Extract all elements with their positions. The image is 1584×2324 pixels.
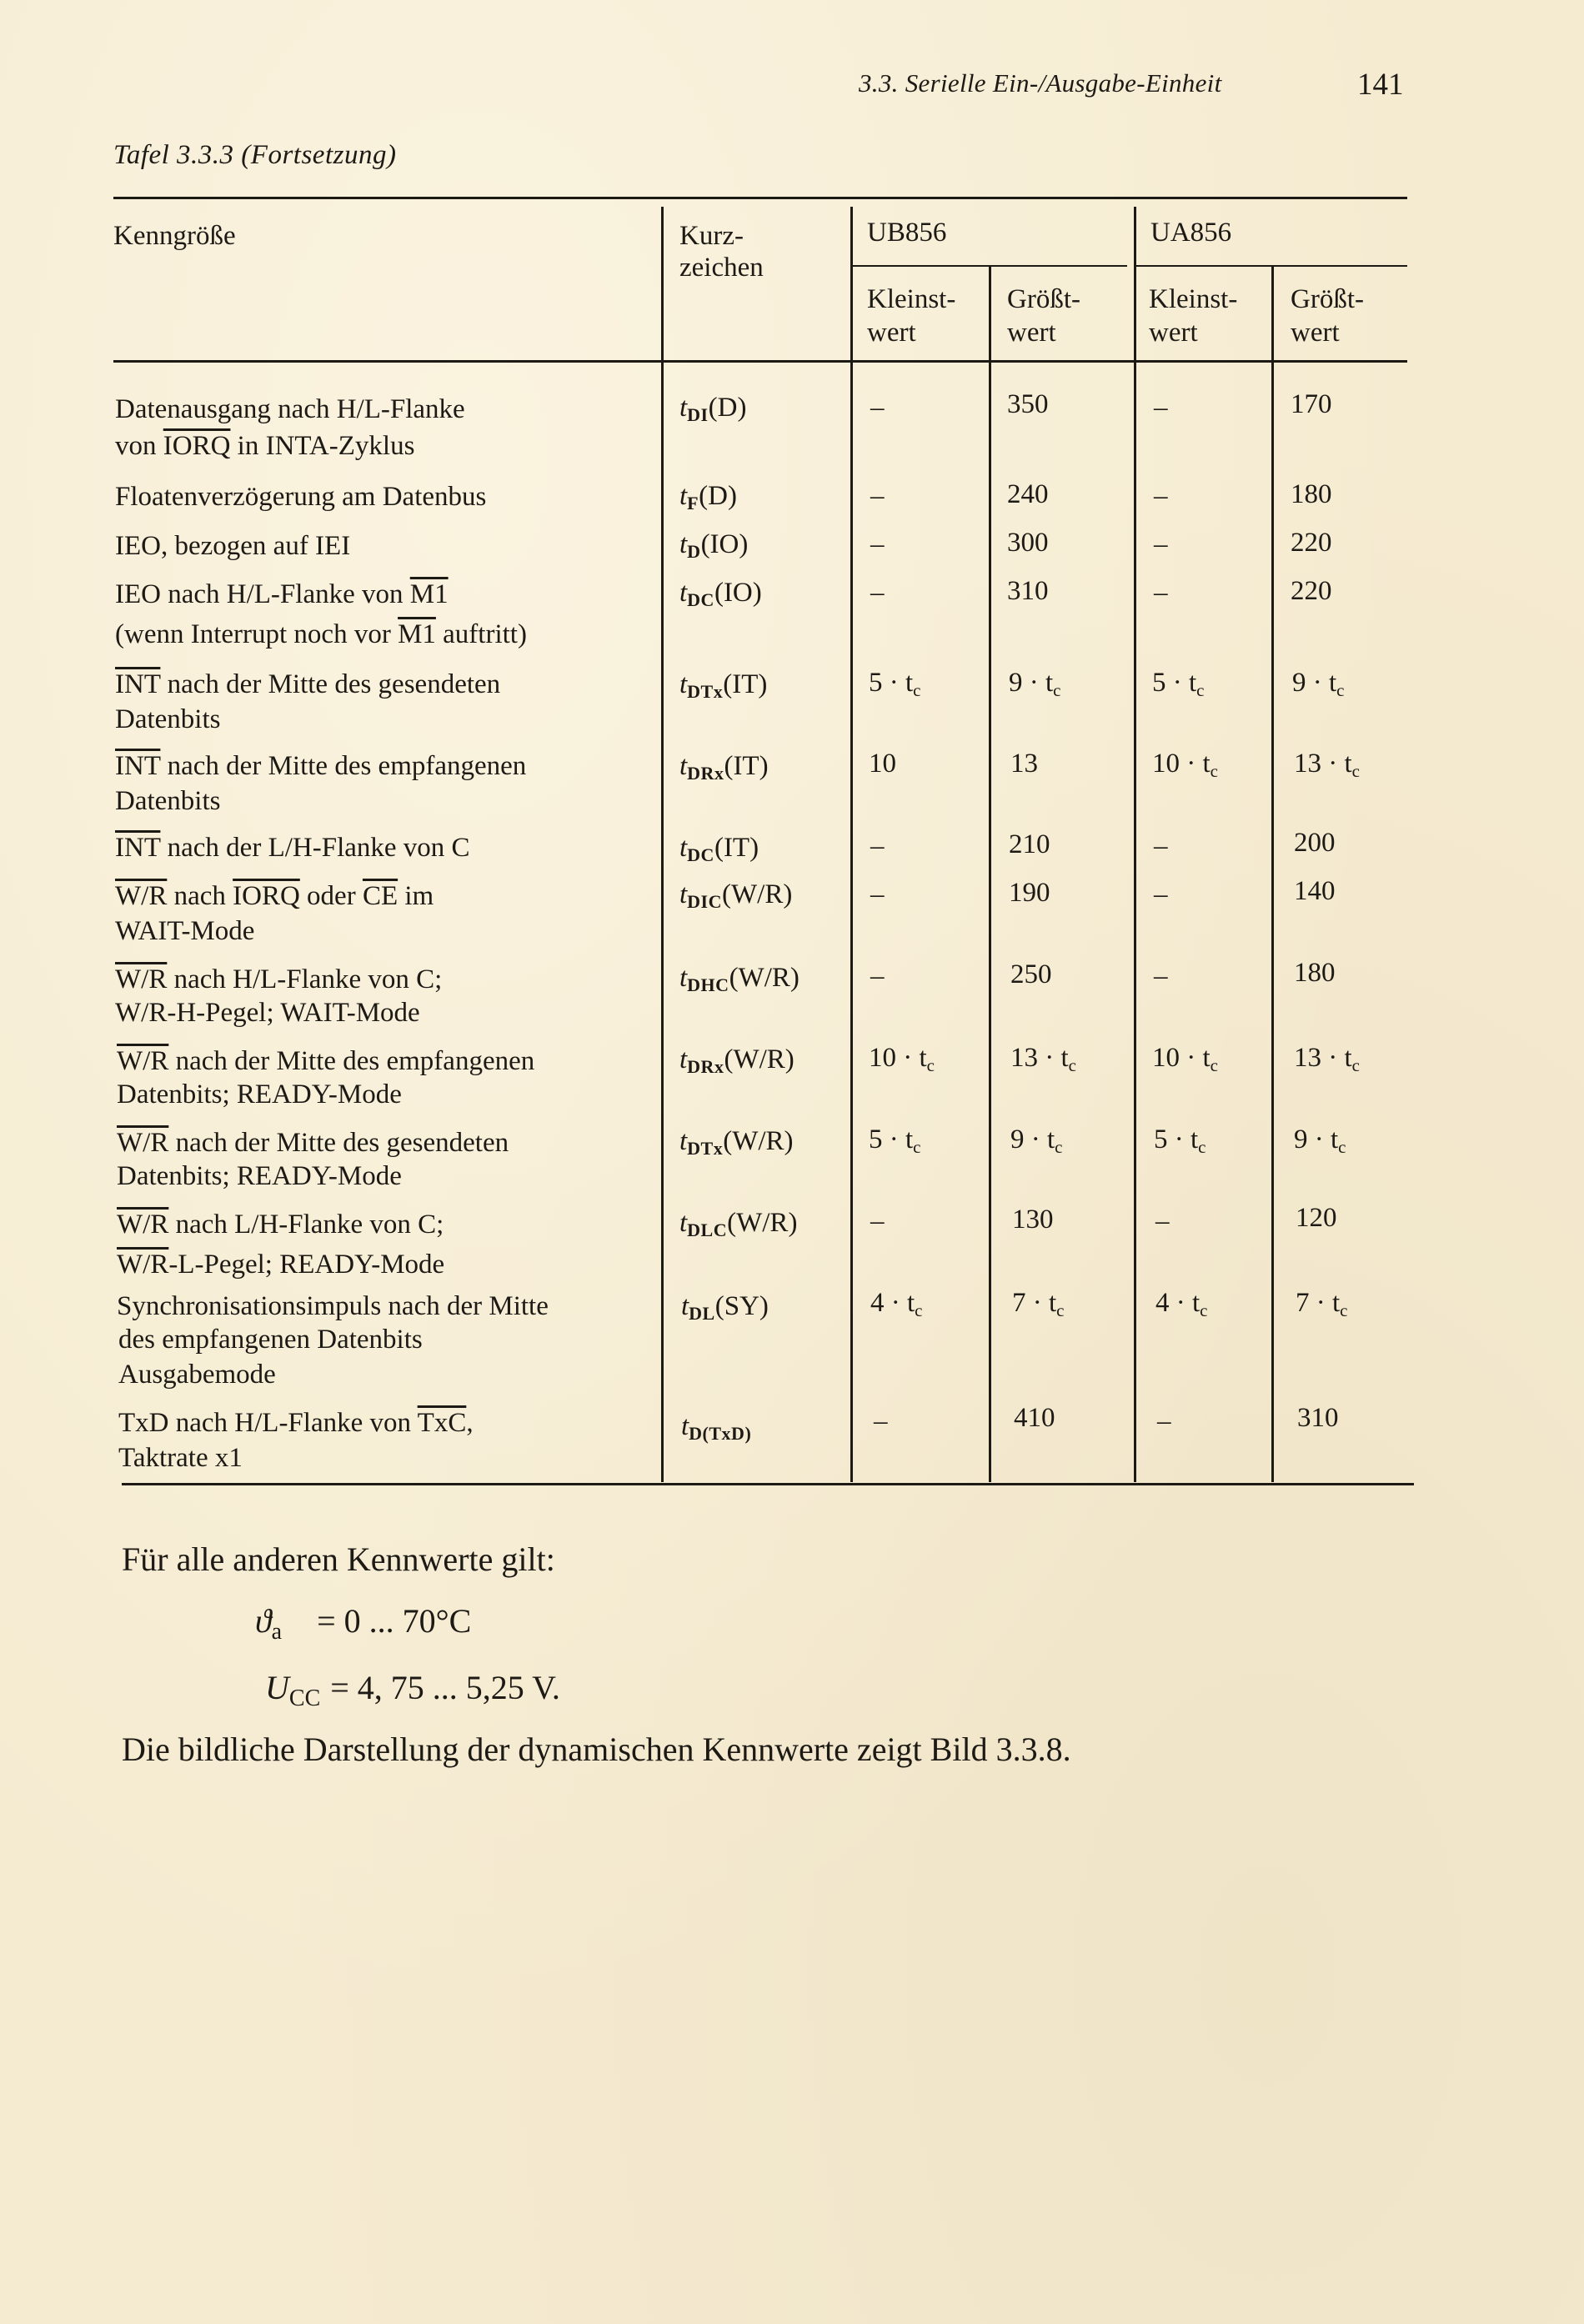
ub856-min: $10 \cdot t_c$	[869, 1043, 935, 1075]
symbol: $t_{DTx}(W/R)$	[679, 1126, 794, 1159]
param-line: W/R nach IORQ oder $\overline{CE}$ im	[115, 881, 434, 911]
param-line: des empfangenen Datenbits	[118, 1325, 423, 1355]
ub856-min: –	[870, 481, 885, 511]
symbol: $t_F(D)$	[679, 481, 737, 513]
col-divider-ub-max	[989, 265, 991, 1482]
header-symbol-line1: Kurz-	[679, 221, 744, 251]
param-line: Datenausgang nach H/L-Flanke	[115, 394, 465, 424]
header-ua-max-line1: Größt-	[1291, 284, 1364, 314]
table-bottom-rule	[122, 1483, 1414, 1485]
param-line: IEO nach H/L-Flanke von M1	[115, 579, 449, 609]
param-line: TxD nach H/L-Flanke von $\overline{TxC}$,	[118, 1408, 474, 1438]
header-ub-max-line2: wert	[1007, 318, 1056, 348]
col-divider-ub	[850, 207, 853, 1482]
header-symbol-line2: zeichen	[679, 253, 764, 283]
param-line: $\overline{INT}$ nach der Mitte des gesendeten	[115, 669, 501, 699]
col-divider-ua-max	[1271, 265, 1274, 1482]
ua856-min: $5 \cdot t_c$	[1152, 668, 1205, 700]
ub856-min: –	[870, 961, 885, 991]
ub856-max: 250	[1010, 959, 1052, 989]
param-line: von IORQ in INTA-Zyklus	[115, 431, 415, 461]
ua856-min: –	[1155, 1206, 1170, 1236]
symbol: $t_{DLC}(W/R)$	[679, 1208, 798, 1240]
param-line: $\overline{INT}$ nach der Mitte des empfangenen	[115, 751, 527, 781]
ub856-max: 350	[1007, 389, 1049, 419]
ua856-min: –	[1154, 831, 1168, 861]
ua856-max: 120	[1296, 1203, 1337, 1233]
ub856-max: $9 \cdot t_c$	[1009, 668, 1061, 700]
symbol: $t_{DHC}(W/R)$	[679, 963, 800, 995]
ua856-max: $13 \cdot t_c$	[1294, 1043, 1360, 1075]
ub856-min: –	[870, 879, 885, 909]
ua856-max: 220	[1291, 576, 1332, 606]
ub856-max: $9 \cdot t_c$	[1010, 1124, 1063, 1157]
ua856-min: –	[1154, 578, 1168, 608]
closing-sentence: Die bildliche Darstellung der dynamischen Kennwerte zeigt Bild 3.3.8.	[122, 1730, 1071, 1768]
param-line: Datenbits	[115, 786, 221, 816]
ua856-min: –	[1154, 529, 1168, 559]
symbol: $t_{DRx}(IT)$	[679, 751, 769, 784]
table-caption: Tafel 3.3.3 (Fortsetzung)	[113, 140, 397, 170]
header-ub-min-line2: wert	[867, 318, 916, 348]
ub856-max: 130	[1012, 1205, 1054, 1235]
ua856-min: –	[1154, 481, 1168, 511]
header-param: Kenngröße	[113, 221, 236, 251]
ua856-max: 180	[1294, 958, 1336, 988]
page-number: 141	[1357, 68, 1404, 102]
param-line: Datenbits; READY-Mode	[117, 1079, 402, 1109]
running-head: 3.3. Serielle Ein-/Ausgabe-Einheit	[859, 68, 1222, 98]
ua856-max: $9 \cdot t_c$	[1294, 1124, 1346, 1157]
symbol: $t_{DIC}(W/R)$	[679, 879, 793, 912]
param-line: Taktrate x1	[118, 1443, 243, 1473]
param-line: W/R-H-Pegel; WAIT-Mode	[115, 998, 420, 1028]
col-divider-ua	[1134, 207, 1136, 1482]
notes-intro: Für alle anderen Kennwerte gilt:	[122, 1540, 555, 1578]
param-line: (wenn Interrupt noch vor M1 auftritt)	[115, 619, 527, 649]
symbol: $t_{DRx}(W/R)$	[679, 1044, 795, 1077]
param-line: Datenbits; READY-Mode	[117, 1161, 402, 1191]
col-divider-symbol	[661, 207, 664, 1482]
header-ua-min-line1: Kleinst-	[1149, 284, 1238, 314]
ub856-min: 10	[869, 749, 896, 779]
ua856-max: $13 \cdot t_c$	[1294, 749, 1360, 781]
header-ua-min-line2: wert	[1149, 318, 1198, 348]
ua856-min: –	[1154, 961, 1168, 991]
param-line: Floatenverzögerung am Datenbus	[115, 482, 487, 512]
ub856-min: –	[874, 1406, 888, 1436]
ub856-min: –	[870, 578, 885, 608]
ua856-max: 170	[1291, 389, 1332, 419]
ub856-max: 240	[1007, 479, 1049, 509]
param-line: IEO, bezogen auf IEI	[115, 531, 351, 561]
ua856-min: $5 \cdot t_c$	[1154, 1124, 1206, 1157]
ua856-min: –	[1154, 879, 1168, 909]
ub856-max: 310	[1007, 576, 1049, 606]
param-line: W/R nach H/L-Flanke von C;	[115, 964, 443, 994]
ua856-max: 200	[1294, 828, 1336, 858]
symbol: $t_{D(TxD)}$	[681, 1411, 752, 1444]
param-line: $\overline{INT}$ nach der L/H-Flanke von C	[115, 833, 470, 863]
param-line: W/R-L-Pegel; READY-Mode	[117, 1250, 445, 1280]
ua856-min: $10 \cdot t_c$	[1152, 1043, 1218, 1075]
symbol: $t_{DC}(IO)$	[679, 578, 762, 610]
param-line: W/R nach der Mitte des gesendeten	[117, 1128, 509, 1158]
header-ub-max-line1: Größt-	[1007, 284, 1080, 314]
param-line: W/R nach der Mitte des empfangenen	[117, 1046, 535, 1076]
symbol: $t_{DL}(SY)$	[681, 1291, 769, 1324]
ua856-min: $4 \cdot t_c$	[1155, 1288, 1208, 1320]
temperature-condition: $ϑ_a = 0$ ... 70°C	[255, 1602, 472, 1645]
ua856-max: 140	[1294, 876, 1336, 906]
table-top-rule	[113, 197, 1407, 199]
param-line: Datenbits	[115, 704, 221, 734]
ub856-min: –	[870, 393, 885, 423]
ub856-max: $13 \cdot t_c$	[1010, 1043, 1076, 1075]
ua856-min: –	[1154, 393, 1168, 423]
symbol: $t_{DC}(IT)$	[679, 833, 759, 865]
header-ua856: UA856	[1150, 218, 1232, 248]
ub856-min: $5 \cdot t_c$	[869, 1124, 921, 1157]
supply-voltage-condition: $U_{CC} = 4$, 75 ... 5,25 V.	[265, 1669, 560, 1711]
header-ub-min-line1: Kleinst-	[867, 284, 956, 314]
param-line: W/R nach L/H-Flanke von C;	[117, 1210, 444, 1240]
param-line: Synchronisationsimpuls nach der Mitte	[117, 1291, 549, 1321]
ub856-max: 410	[1014, 1403, 1055, 1433]
ub856-max: 300	[1007, 528, 1049, 558]
param-line: WAIT-Mode	[115, 916, 255, 946]
symbol: $t_{DI}(D)$	[679, 393, 747, 425]
header-bottom-rule	[113, 360, 1407, 363]
ub856-min: –	[870, 529, 885, 559]
ua856-max: 310	[1297, 1403, 1339, 1433]
header-ua-max-line2: wert	[1291, 318, 1340, 348]
ub856-max: 210	[1009, 829, 1050, 859]
header-ub856: UB856	[867, 218, 947, 248]
ub856-max: $7 \cdot t_c$	[1012, 1288, 1065, 1320]
ua856-max: 220	[1291, 528, 1332, 558]
ub856-min: –	[870, 831, 885, 861]
ua856-max: $9 \cdot t_c$	[1292, 668, 1345, 700]
ub856-min: $4 \cdot t_c$	[870, 1288, 923, 1320]
ub856-max: 190	[1009, 878, 1050, 908]
ub856-max: 13	[1010, 749, 1038, 779]
ub856-min: –	[870, 1206, 885, 1236]
ua856-max: $7 \cdot t_c$	[1296, 1288, 1348, 1320]
ub856-min: $5 \cdot t_c$	[869, 668, 921, 700]
param-line: Ausgabemode	[118, 1360, 276, 1390]
ua856-min: $10 \cdot t_c$	[1152, 749, 1218, 781]
symbol: $t_D(IO)$	[679, 529, 749, 562]
symbol: $t_{DTx}(IT)$	[679, 669, 768, 702]
ua856-min: –	[1157, 1406, 1171, 1436]
ua856-max: 180	[1291, 479, 1332, 509]
